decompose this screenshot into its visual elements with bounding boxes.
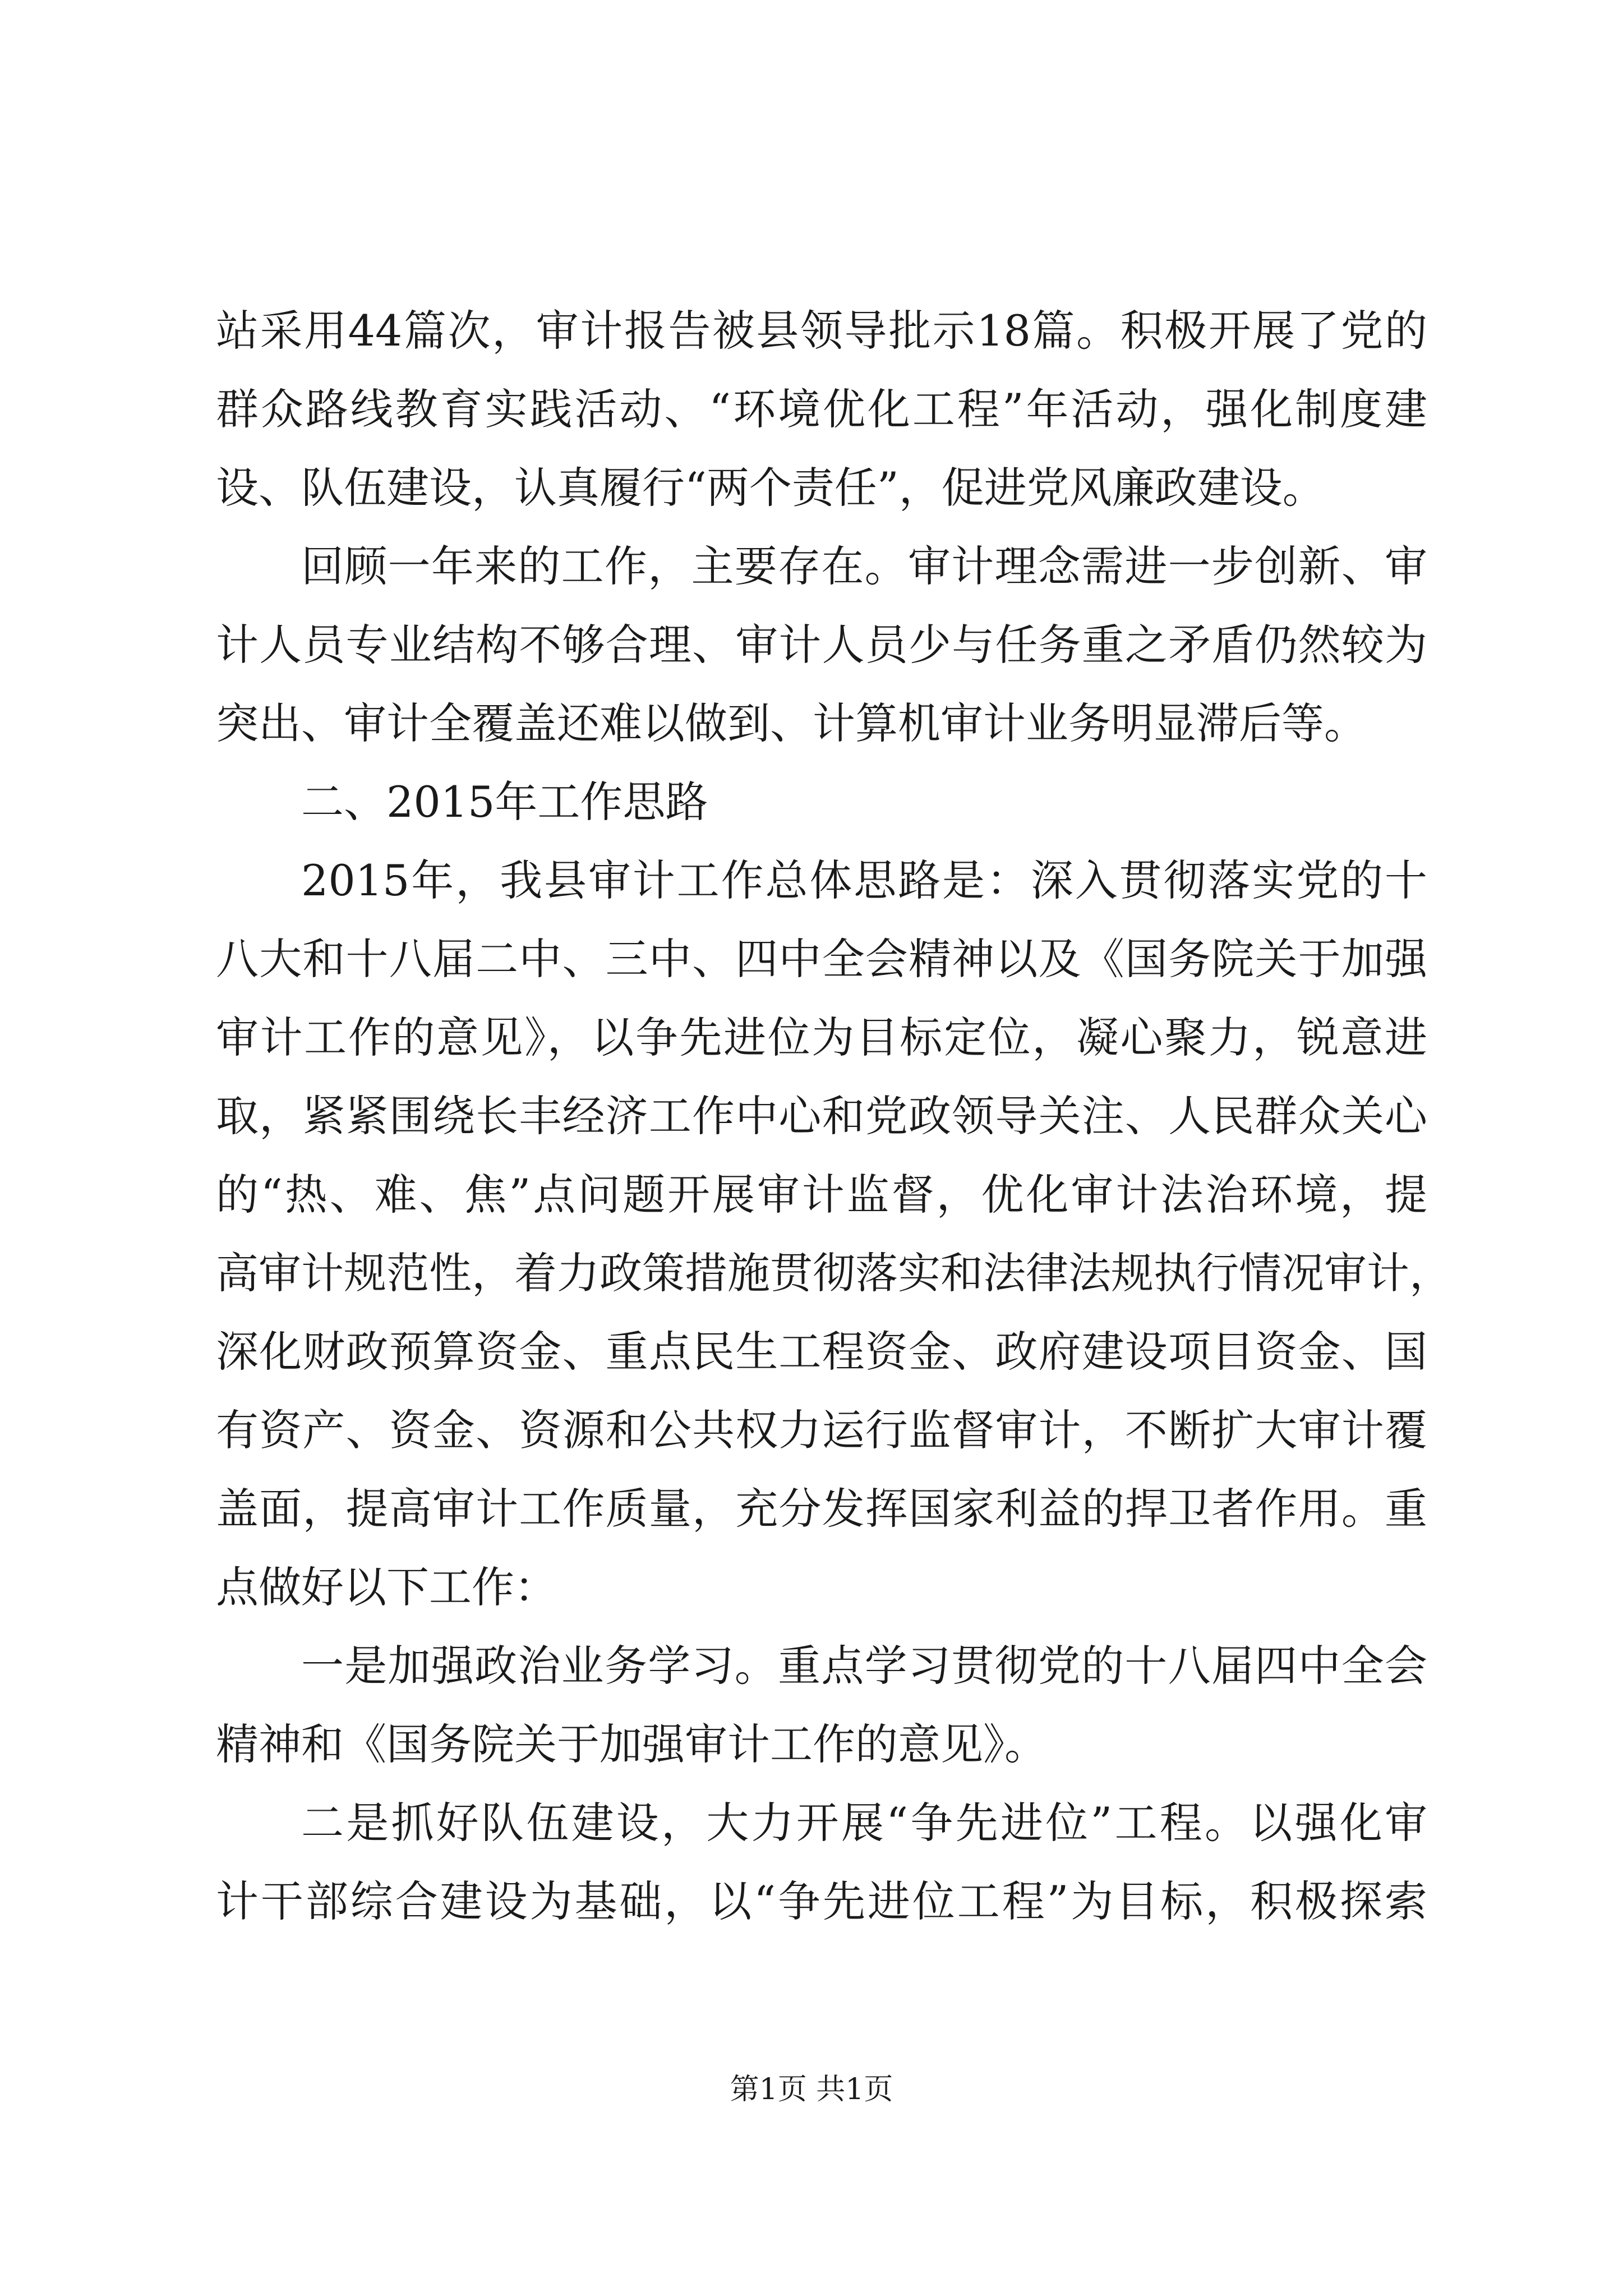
paragraph-4-line-7: 深化财政预算资金、重点民生工程资金、政府建设项目资金、国 [216,1327,1427,1377]
paragraph-4-line-10: 点做好以下工作： [216,1562,557,1612]
paragraph-6-line-2: 计干部综合建设为基础，以“争先进位工程”为目标，积极探索 [216,1876,1427,1926]
section-heading: 二、2015年工作思路 [301,777,708,827]
paragraph-2-line-2: 计人员专业结构不够合理、审计人员少与任务重之矛盾仍然较为 [216,620,1427,670]
paragraph-6-line-1: 二是抓好队伍建设，大力开展“争先进位”工程。以强化审 [301,1798,1427,1848]
paragraph-1-line-1: 站采用44篇次，审计报告被县领导批示18篇。积极开展了党的 [216,306,1427,356]
paragraph-4-line-3: 审计工作的意见》，以争先进位为目标定位，凝心聚力，锐意进 [216,1013,1427,1062]
paragraph-4-line-5: 的“热、难、焦”点问题开展审计监督，优化审计法治环境，提 [216,1170,1427,1220]
paragraph-5-line-1: 一是加强政治业务学习。重点学习贯彻党的十八届四中全会 [301,1641,1427,1691]
document-body [216,292,1452,1941]
paragraph-1-line-2: 群众路线教育实践活动、“环境优化工程”年活动，强化制度建 [216,384,1427,434]
page-footer [0,2070,1623,2109]
paragraph-1-line-3: 设、队伍建设，认真履行“两个责任”，促进党风廉政建设。 [216,463,1325,513]
paragraph-4-line-2: 八大和十八届二中、三中、四中全会精神以及《国务院关于加强 [216,934,1427,984]
paragraph-2-line-1: 回顾一年来的工作，主要存在。审计理念需进一步创新、审 [301,541,1427,591]
paragraph-4-line-6: 高审计规范性，着力政策措施贯彻落实和法律法规执行情况审计， [216,1248,1452,1298]
page-indicator: 第1页 共1页 [730,2073,893,2106]
paragraph-4-line-9: 盖面，提高审计工作质量，充分发挥国家利益的捍卫者作用。重 [216,1484,1427,1534]
paragraph-4-line-1: 2015年，我县审计工作总体思路是：深入贯彻落实党的十 [301,855,1427,905]
paragraph-2-line-3: 突出、审计全覆盖还难以做到、计算机审计业务明显滞后等。 [216,698,1367,748]
paragraph-4-line-4: 取，紧紧围绕长丰经济工作中心和党政领导关注、人民群众关心 [216,1091,1427,1141]
paragraph-4-line-8: 有资产、资金、资源和公共权力运行监督审计，不断扩大审计覆 [216,1405,1427,1455]
paragraph-5-line-2: 精神和《国务院关于加强审计工作的意见》。 [216,1719,1047,1769]
